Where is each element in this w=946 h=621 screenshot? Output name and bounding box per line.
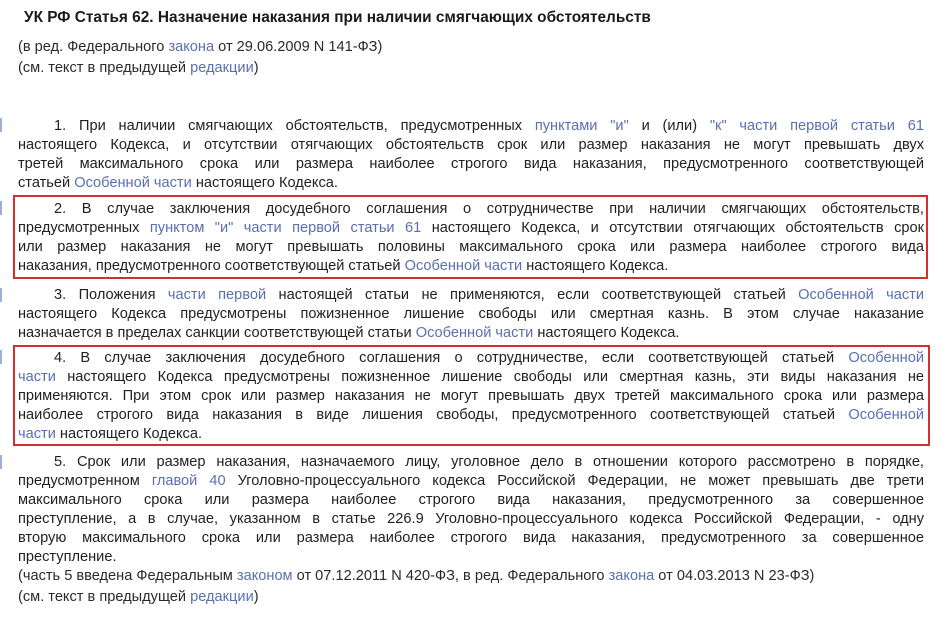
part5-amendment-note: (часть 5 введена Федеральным законом от 07.12.2011 N 420-ФЗ, в ред. Федерального закона от 04.03.2013 N 23-ФЗ) <box>18 568 815 584</box>
p4-line-3: применяются. При этом срок или размер наказания не могут превышать двух третей максимального срока или размера <box>18 388 924 404</box>
amendment-law-link-2[interactable]: закона <box>608 568 655 584</box>
paragraph-marker <box>0 201 2 215</box>
paragraph-2 <box>18 200 924 276</box>
p5-line-2: предусмотренном главой 40 Уголовно-процессуального кодекса Российской Федерации, не может превышать две трети <box>18 473 925 489</box>
p1-line-1: 1. При наличии смягчающих обстоятельств, предусмотренных пунктами "и" и (или) "к" части первой статьи 61 <box>54 118 924 134</box>
p4-line-1: 4. В случае заключения досудебного соглашения о сотрудничестве, если соответствующей статьей Особенной <box>54 350 924 366</box>
part5-previous-edition-link[interactable]: редакции <box>190 589 254 605</box>
p5-line-4: преступление, а в случае, указанном в статье 226.9 Уголовно-процессуального кодекса Российской Федерации, - одну <box>18 511 924 527</box>
paragraph-marker <box>0 118 2 132</box>
p5-line-3: максимального срока или размера наиболее строгого вида наказания, предусмотренного за совершенное <box>18 492 924 508</box>
p2-line-2: предусмотренных пунктом "и" части первой статьи 61 настоящего Кодекса, и отсутствии отягчающих обстоятельств срок <box>18 220 924 236</box>
p4-link-special-2[interactable]: Особенной <box>848 407 924 423</box>
paragraph-5 <box>18 453 924 567</box>
previous-edition-note <box>18 58 259 78</box>
article-title: УК РФ Статья 62. Назначение наказания при наличии смягчающих обстоятельств <box>24 9 651 26</box>
paragraph-1 <box>18 117 924 193</box>
p2-line-3: или размер наказания не могут превышать половины максимального срока или размера наиболее строгого вида <box>18 239 924 255</box>
paragraph-marker <box>0 288 2 302</box>
prev-prefix: (см. текст в предыдущей <box>18 60 191 76</box>
edition-prefix: (в ред. Федерального <box>18 39 169 55</box>
paragraph-4 <box>18 349 924 444</box>
p1-line-3: третей максимального срока или размера наиболее строгого вида наказания, предусмотренного соответствующей <box>18 156 924 172</box>
p3-link-special-part[interactable]: Особенной части <box>798 287 924 303</box>
p4-line-5: части настоящего Кодекса. <box>18 426 203 442</box>
p3-line-3: назначается в пределах санкции соответствующей статьи Особенной части настоящего Кодекса. <box>18 325 680 341</box>
prev-suffix: ) <box>253 60 259 76</box>
p4-link-special[interactable]: Особенной <box>848 350 924 366</box>
amendment-law-link-1[interactable]: законом <box>236 568 293 584</box>
p3-line-2: настоящего Кодекса предусмотрены пожизненное лишение свободы или смертная казнь. В этом случае наказание <box>18 306 924 322</box>
p5-link-chapter40[interactable]: главой 40 <box>151 473 226 489</box>
p2-line-1: 2. В случае заключения досудебного соглашения о сотрудничестве при наличии смягчающих обстоятельств, <box>54 201 924 217</box>
p3-link-part-one[interactable]: части первой <box>167 287 267 303</box>
previous-edition-link[interactable]: редакции <box>190 60 254 76</box>
p1-link-article61[interactable]: "к" части первой статьи 61 <box>709 118 924 134</box>
p2-link-special-part[interactable]: Особенной части <box>404 258 523 274</box>
p4-line-2: части настоящего Кодекса предусмотрены пожизненное лишение свободы или смертная казнь, эти виды наказания не <box>18 369 924 385</box>
p5-line-6: преступление. <box>18 549 117 565</box>
paragraph-marker <box>0 455 2 469</box>
p1-line-2: настоящего Кодекса, и отсутствии отягчающих обстоятельств срок или размер наказания не могут превышать двух <box>18 137 924 153</box>
paragraph-3 <box>18 286 924 343</box>
p5-line-1: 5. Срок или размер наказания, назначаемого лицу, уголовное дело в отношении которого рассмотрено в порядке, <box>54 454 924 470</box>
p4-link-part[interactable]: части <box>18 369 56 385</box>
p2-link-article61[interactable]: пунктом "и" части первой статьи 61 <box>149 220 422 236</box>
p4-link-part-2[interactable]: части <box>18 426 56 442</box>
edition-suffix: от 29.06.2009 N 141-ФЗ) <box>214 39 383 55</box>
p5-line-5: вторую максимального срока или размера наиболее строгого вида наказания, предусмотренного за совершенное <box>18 530 924 546</box>
p3-line-1: 3. Положения части первой настоящей статьи не применяются, если соответствующей статьей Особенной части <box>54 287 924 303</box>
p2-line-4: наказания, предусмотренного соответствующей статьей Особенной части настоящего Кодекса. <box>18 258 669 274</box>
p4-line-4: наиболее строгого вида наказания в виде лишения свободы, предусмотренного соответствующей статьей Особенной <box>18 407 924 423</box>
p3-link-special-part-2[interactable]: Особенной части <box>415 325 534 341</box>
p1-link-points[interactable]: пунктами "и" <box>534 118 629 134</box>
edition-note <box>18 37 382 57</box>
edition-law-link[interactable]: закона <box>168 39 215 55</box>
p1-link-special-part[interactable]: Особенной части <box>74 175 192 191</box>
paragraph-marker <box>0 350 2 364</box>
part5-previous-edition-note: (см. текст в предыдущей редакции) <box>18 589 259 605</box>
p1-line-4: статьей Особенной части настоящего Кодекса. <box>18 175 338 191</box>
